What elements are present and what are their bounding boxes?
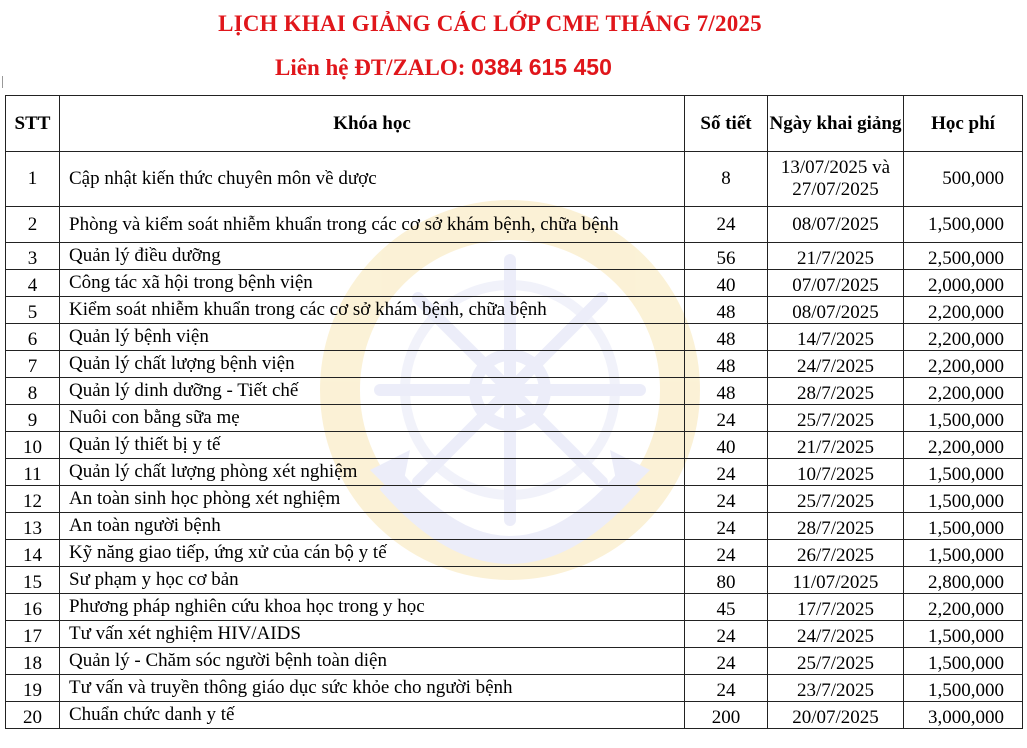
row-course: Quản lý điều dưỡng bbox=[60, 243, 685, 270]
row-start-date: 24/7/2025 bbox=[768, 621, 904, 648]
row-fee: 2,200,000 bbox=[904, 594, 1023, 621]
table-row bbox=[6, 405, 1023, 432]
row-start-date: 21/7/2025 bbox=[768, 243, 904, 270]
row-periods: 24 bbox=[685, 648, 768, 675]
row-fee: 1,500,000 bbox=[904, 540, 1023, 567]
table-row bbox=[6, 540, 1023, 567]
row-stt: 1 bbox=[6, 152, 60, 207]
row-periods: 24 bbox=[685, 405, 768, 432]
row-stt: 6 bbox=[6, 324, 60, 351]
table-row bbox=[6, 297, 1023, 324]
row-course: Quản lý chất lượng phòng xét nghiệm bbox=[60, 459, 685, 486]
row-periods: 24 bbox=[685, 675, 768, 702]
row-start-date: 17/7/2025 bbox=[768, 594, 904, 621]
row-periods: 48 bbox=[685, 324, 768, 351]
row-fee: 1,500,000 bbox=[904, 621, 1023, 648]
contact-phone[interactable]: 0384 615 450 bbox=[471, 54, 612, 80]
row-stt: 8 bbox=[6, 378, 60, 405]
row-fee: 2,800,000 bbox=[904, 567, 1023, 594]
row-stt: 15 bbox=[6, 567, 60, 594]
table-row bbox=[6, 324, 1023, 351]
contact-line bbox=[275, 54, 612, 81]
row-fee: 2,200,000 bbox=[904, 351, 1023, 378]
row-course: Phương pháp nghiên cứu khoa học trong y học bbox=[60, 594, 685, 621]
row-start-date: 08/07/2025 bbox=[768, 207, 904, 243]
row-course: An toàn người bệnh bbox=[60, 513, 685, 540]
header-stt: STT bbox=[6, 96, 60, 152]
row-stt: 11 bbox=[6, 459, 60, 486]
table-row bbox=[6, 675, 1023, 702]
header-course: Khóa học bbox=[60, 96, 685, 152]
table-header-row bbox=[6, 96, 1023, 152]
table-row bbox=[6, 702, 1023, 729]
row-start-date: 25/7/2025 bbox=[768, 648, 904, 675]
row-periods: 24 bbox=[685, 513, 768, 540]
row-start-date: 25/7/2025 bbox=[768, 486, 904, 513]
row-start-date: 24/7/2025 bbox=[768, 351, 904, 378]
row-stt: 10 bbox=[6, 432, 60, 459]
row-periods: 40 bbox=[685, 432, 768, 459]
row-start-date: 08/07/2025 bbox=[768, 297, 904, 324]
row-fee: 500,000 bbox=[904, 152, 1023, 207]
corner-mark bbox=[2, 76, 3, 88]
row-periods: 45 bbox=[685, 594, 768, 621]
row-stt: 16 bbox=[6, 594, 60, 621]
row-course: An toàn sinh học phòng xét nghiệm bbox=[60, 486, 685, 513]
row-start-date: 21/7/2025 bbox=[768, 432, 904, 459]
table-row bbox=[6, 513, 1023, 540]
table-row bbox=[6, 459, 1023, 486]
course-schedule-table bbox=[5, 95, 1023, 729]
row-stt: 4 bbox=[6, 270, 60, 297]
row-fee: 1,500,000 bbox=[904, 513, 1023, 540]
row-periods: 48 bbox=[685, 297, 768, 324]
row-periods: 24 bbox=[685, 540, 768, 567]
row-start-date: 25/7/2025 bbox=[768, 405, 904, 432]
row-stt: 18 bbox=[6, 648, 60, 675]
table-row bbox=[6, 486, 1023, 513]
row-periods: 40 bbox=[685, 270, 768, 297]
row-start-date: 26/7/2025 bbox=[768, 540, 904, 567]
table-row bbox=[6, 567, 1023, 594]
row-periods: 8 bbox=[685, 152, 768, 207]
row-course: Quản lý thiết bị y tế bbox=[60, 432, 685, 459]
row-stt: 14 bbox=[6, 540, 60, 567]
table-row bbox=[6, 594, 1023, 621]
row-stt: 17 bbox=[6, 621, 60, 648]
row-start-date: 23/7/2025 bbox=[768, 675, 904, 702]
row-stt: 12 bbox=[6, 486, 60, 513]
row-start-date: 10/7/2025 bbox=[768, 459, 904, 486]
row-course: Tư vấn xét nghiệm HIV/AIDS bbox=[60, 621, 685, 648]
row-fee: 2,200,000 bbox=[904, 324, 1023, 351]
row-stt: 19 bbox=[6, 675, 60, 702]
row-periods: 80 bbox=[685, 567, 768, 594]
row-course: Quản lý bệnh viện bbox=[60, 324, 685, 351]
table-row bbox=[6, 378, 1023, 405]
row-course: Chuẩn chức danh y tế bbox=[60, 702, 685, 729]
row-fee: 1,500,000 bbox=[904, 648, 1023, 675]
row-stt: 5 bbox=[6, 297, 60, 324]
row-start-date: 28/7/2025 bbox=[768, 513, 904, 540]
row-fee: 2,000,000 bbox=[904, 270, 1023, 297]
row-periods: 200 bbox=[685, 702, 768, 729]
row-course: Nuôi con bằng sữa mẹ bbox=[60, 405, 685, 432]
table-row bbox=[6, 270, 1023, 297]
row-stt: 7 bbox=[6, 351, 60, 378]
row-periods: 56 bbox=[685, 243, 768, 270]
row-course: Tư vấn và truyền thông giáo dục sức khỏe cho người bệnh bbox=[60, 675, 685, 702]
row-fee: 1,500,000 bbox=[904, 459, 1023, 486]
table-row bbox=[6, 207, 1023, 243]
row-course: Công tác xã hội trong bệnh viện bbox=[60, 270, 685, 297]
row-periods: 48 bbox=[685, 378, 768, 405]
row-fee: 1,500,000 bbox=[904, 486, 1023, 513]
row-course: Kiểm soát nhiễm khuẩn trong các cơ sở khám bệnh, chữa bệnh bbox=[60, 297, 685, 324]
table-row bbox=[6, 432, 1023, 459]
row-stt: 2 bbox=[6, 207, 60, 243]
row-fee: 2,500,000 bbox=[904, 243, 1023, 270]
row-fee: 1,500,000 bbox=[904, 675, 1023, 702]
row-stt: 9 bbox=[6, 405, 60, 432]
contact-label: Liên hệ ĐT/ZALO: bbox=[275, 55, 472, 80]
row-fee: 1,500,000 bbox=[904, 207, 1023, 243]
table-body bbox=[6, 152, 1023, 729]
row-course: Cập nhật kiến thức chuyên môn về dược bbox=[60, 152, 685, 207]
row-start-date: 14/7/2025 bbox=[768, 324, 904, 351]
row-fee: 3,000,000 bbox=[904, 702, 1023, 729]
table-row bbox=[6, 351, 1023, 378]
table-row bbox=[6, 621, 1023, 648]
row-periods: 24 bbox=[685, 486, 768, 513]
header-fee: Học phí bbox=[904, 96, 1023, 152]
row-periods: 24 bbox=[685, 621, 768, 648]
row-start-date: 28/7/2025 bbox=[768, 378, 904, 405]
row-periods: 24 bbox=[685, 459, 768, 486]
row-course: Quản lý dinh dưỡng - Tiết chế bbox=[60, 378, 685, 405]
row-fee: 2,200,000 bbox=[904, 378, 1023, 405]
header-periods: Số tiết bbox=[685, 96, 768, 152]
table-row bbox=[6, 152, 1023, 207]
row-course: Quản lý - Chăm sóc người bệnh toàn diện bbox=[60, 648, 685, 675]
header-start-date: Ngày khai giảng bbox=[768, 96, 904, 152]
page-title: LỊCH KHAI GIẢNG CÁC LỚP CME THÁNG 7/2025 bbox=[218, 11, 762, 36]
row-start-date: 07/07/2025 bbox=[768, 270, 904, 297]
row-fee: 1,500,000 bbox=[904, 405, 1023, 432]
row-stt: 3 bbox=[6, 243, 60, 270]
row-stt: 20 bbox=[6, 702, 60, 729]
row-start-date: 11/07/2025 bbox=[768, 567, 904, 594]
row-course: Quản lý chất lượng bệnh viện bbox=[60, 351, 685, 378]
row-fee: 2,200,000 bbox=[904, 297, 1023, 324]
row-course: Phòng và kiểm soát nhiễm khuẩn trong các cơ sở khám bệnh, chữa bệnh bbox=[60, 207, 685, 243]
row-stt: 13 bbox=[6, 513, 60, 540]
row-start-date: 20/07/2025 bbox=[768, 702, 904, 729]
row-periods: 24 bbox=[685, 207, 768, 243]
table-row bbox=[6, 243, 1023, 270]
row-start-date: 13/07/2025 và 27/07/2025 bbox=[768, 152, 904, 207]
row-periods: 48 bbox=[685, 351, 768, 378]
row-course: Sư phạm y học cơ bản bbox=[60, 567, 685, 594]
table-row bbox=[6, 648, 1023, 675]
row-course: Kỹ năng giao tiếp, ứng xử của cán bộ y tế bbox=[60, 540, 685, 567]
row-fee: 2,200,000 bbox=[904, 432, 1023, 459]
